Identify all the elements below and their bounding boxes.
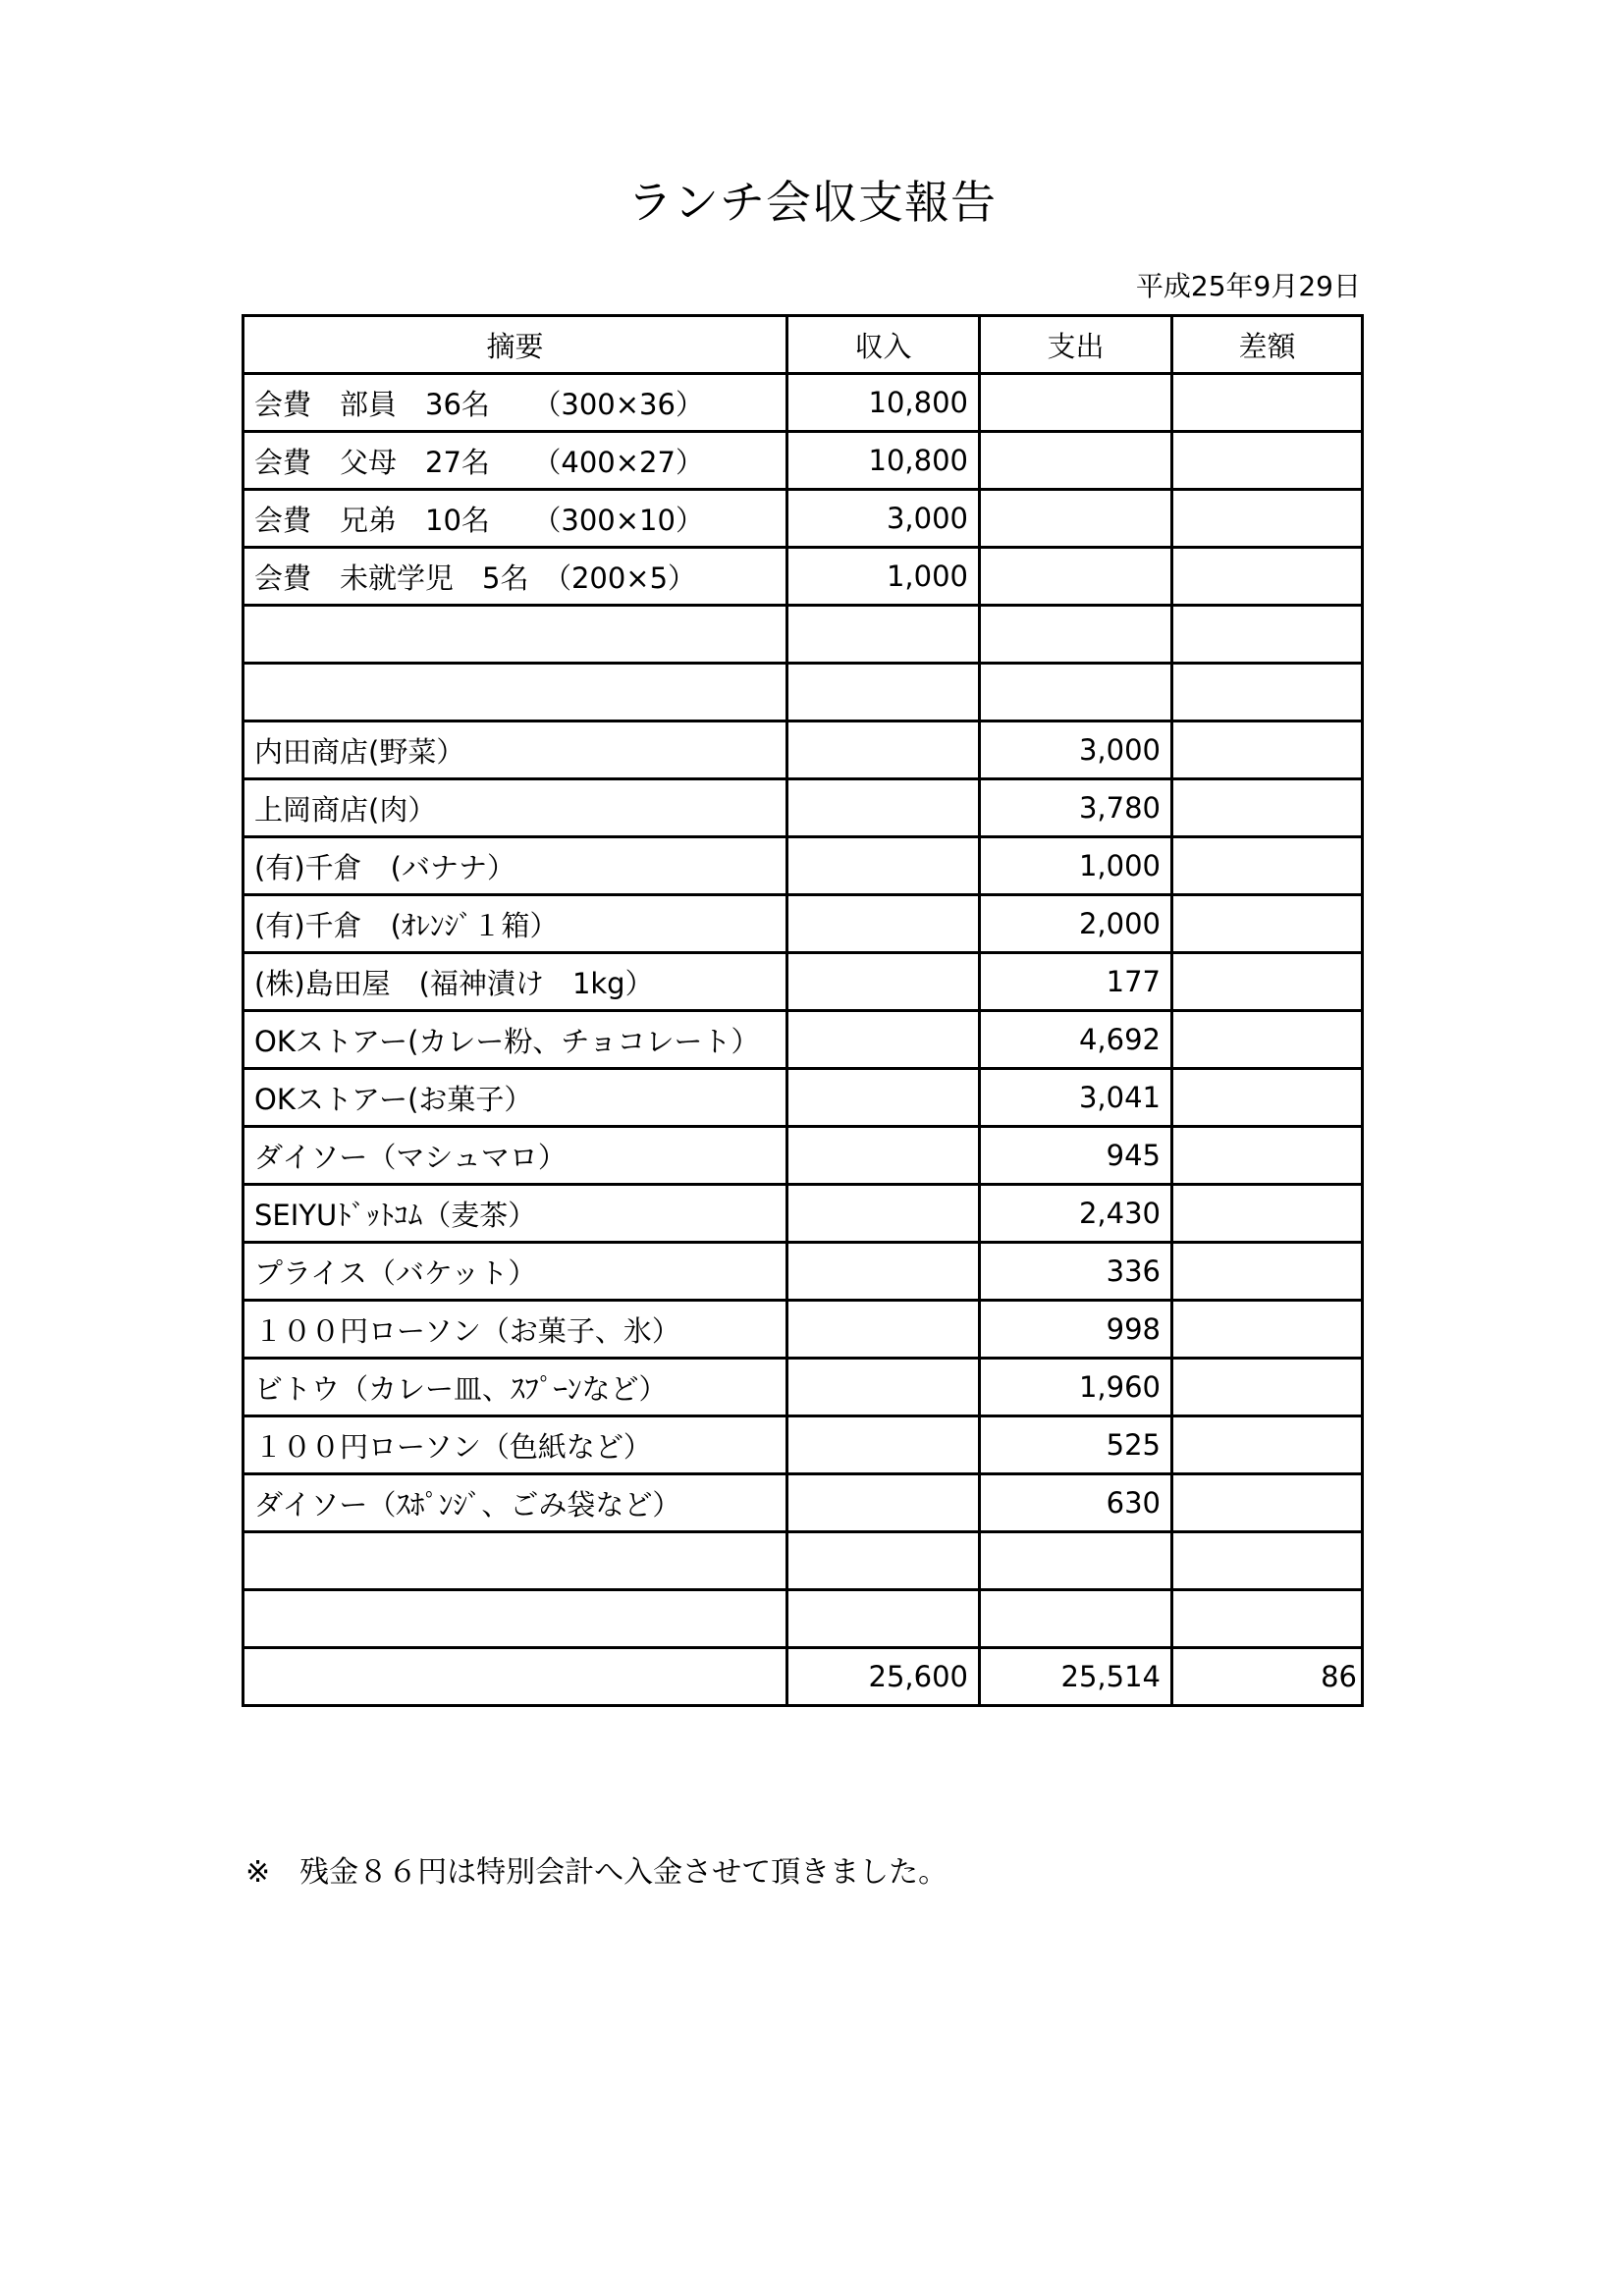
income-expense-table — [242, 314, 1364, 1707]
description-cell — [244, 1532, 787, 1590]
expense-cell: 177 — [980, 953, 1172, 1011]
difference-cell — [1172, 548, 1363, 606]
expense-cell: 1,000 — [980, 837, 1172, 895]
expense-cell: 945 — [980, 1127, 1172, 1185]
description-cell: 会費 兄弟 10名 （300×10） — [244, 490, 787, 548]
difference-cell — [1172, 1301, 1363, 1359]
table-row — [244, 1590, 1363, 1648]
income-cell — [787, 1127, 980, 1185]
difference-cell — [1172, 1590, 1363, 1648]
expense-cell: 2,000 — [980, 895, 1172, 953]
table-row — [244, 1243, 1363, 1301]
description-cell: 会費 未就学児 5名 （200×5） — [244, 548, 787, 606]
expense-cell: 25,514 — [980, 1648, 1172, 1706]
income-cell — [787, 1590, 980, 1648]
table-row — [244, 1301, 1363, 1359]
income-cell — [787, 721, 980, 779]
income-cell — [787, 895, 980, 953]
table-row — [244, 1185, 1363, 1243]
table-row — [244, 837, 1363, 895]
income-cell: 3,000 — [787, 490, 980, 548]
expense-cell: 1,960 — [980, 1359, 1172, 1416]
income-cell: 10,800 — [787, 432, 980, 490]
table-row — [244, 1416, 1363, 1474]
table-row — [244, 895, 1363, 953]
income-cell — [787, 1069, 980, 1127]
expense-cell: 4,692 — [980, 1011, 1172, 1069]
income-cell — [787, 1474, 980, 1532]
expense-cell: 998 — [980, 1301, 1172, 1359]
expense-cell — [980, 606, 1172, 664]
description-cell: 会費 父母 27名 （400×27） — [244, 432, 787, 490]
income-cell — [787, 779, 980, 837]
expense-cell: 2,430 — [980, 1185, 1172, 1243]
table-row — [244, 779, 1363, 837]
description-cell: ダイソー（マシュマロ） — [244, 1127, 787, 1185]
expense-cell: 630 — [980, 1474, 1172, 1532]
description-cell — [244, 1648, 787, 1706]
income-cell — [787, 1185, 980, 1243]
table-row — [244, 1532, 1363, 1590]
description-cell: (有)千倉 (ｵﾚﾝｼﾞ１箱） — [244, 895, 787, 953]
description-cell: SEIYUﾄﾞｯﾄｺﾑ（麦茶） — [244, 1185, 787, 1243]
table-row — [244, 490, 1363, 548]
expense-cell — [980, 432, 1172, 490]
table-row — [244, 606, 1363, 664]
description-cell: (有)千倉 (バナナ） — [244, 837, 787, 895]
difference-cell — [1172, 953, 1363, 1011]
difference-cell — [1172, 606, 1363, 664]
table-row — [244, 548, 1363, 606]
income-cell — [787, 1011, 980, 1069]
income-cell: 25,600 — [787, 1648, 980, 1706]
expense-cell — [980, 548, 1172, 606]
description-cell: 会費 部員 36名 （300×36） — [244, 374, 787, 432]
difference-cell — [1172, 895, 1363, 953]
footnote: ※ 残金８６円は特別会計へ入金させて頂きました。 — [245, 1855, 948, 1890]
income-cell: 10,800 — [787, 374, 980, 432]
table-row — [244, 1359, 1363, 1416]
header-income: 収入 — [787, 316, 980, 374]
income-cell — [787, 664, 980, 721]
difference-cell — [1172, 1069, 1363, 1127]
header-expense: 支出 — [980, 316, 1172, 374]
income-cell — [787, 1416, 980, 1474]
description-cell: プライス（バケット） — [244, 1243, 787, 1301]
difference-cell — [1172, 1532, 1363, 1590]
totals-row — [244, 1648, 1363, 1706]
expense-cell — [980, 1590, 1172, 1648]
description-cell — [244, 606, 787, 664]
difference-cell — [1172, 664, 1363, 721]
table-row — [244, 953, 1363, 1011]
expense-cell: 525 — [980, 1416, 1172, 1474]
table-header-row — [244, 316, 1363, 374]
expense-cell: 3,041 — [980, 1069, 1172, 1127]
description-cell: OKストアー(カレー粉、チョコレート） — [244, 1011, 787, 1069]
difference-cell — [1172, 1243, 1363, 1301]
report-date: 平成25年9月29日 — [1135, 270, 1361, 302]
difference-cell — [1172, 1474, 1363, 1532]
expense-cell — [980, 374, 1172, 432]
table-row — [244, 664, 1363, 721]
difference-cell — [1172, 1127, 1363, 1185]
description-cell: ダイソー（ｽﾎﾟﾝｼﾞ、ごみ袋など） — [244, 1474, 787, 1532]
table-row — [244, 1069, 1363, 1127]
description-cell: １００円ローソン（お菓子、氷） — [244, 1301, 787, 1359]
expense-cell: 336 — [980, 1243, 1172, 1301]
income-cell — [787, 1243, 980, 1301]
difference-cell: 86 — [1172, 1648, 1363, 1706]
difference-cell — [1172, 374, 1363, 432]
description-cell: 内田商店(野菜） — [244, 721, 787, 779]
description-cell — [244, 664, 787, 721]
expense-cell — [980, 664, 1172, 721]
description-cell: ビトウ（カレー皿、ｽﾌﾟｰﾝなど） — [244, 1359, 787, 1416]
expense-cell: 3,000 — [980, 721, 1172, 779]
description-cell: OKストアー(お菓子） — [244, 1069, 787, 1127]
income-cell — [787, 1301, 980, 1359]
difference-cell — [1172, 1359, 1363, 1416]
difference-cell — [1172, 490, 1363, 548]
difference-cell — [1172, 721, 1363, 779]
table-row — [244, 1474, 1363, 1532]
difference-cell — [1172, 837, 1363, 895]
table-row — [244, 721, 1363, 779]
income-cell — [787, 837, 980, 895]
table-row — [244, 1011, 1363, 1069]
income-cell — [787, 606, 980, 664]
table-row — [244, 374, 1363, 432]
page-title: ランチ会収支報告 — [627, 176, 997, 229]
description-cell — [244, 1590, 787, 1648]
expense-cell: 3,780 — [980, 779, 1172, 837]
difference-cell — [1172, 779, 1363, 837]
income-cell — [787, 1532, 980, 1590]
header-difference: 差額 — [1172, 316, 1363, 374]
income-cell: 1,000 — [787, 548, 980, 606]
description-cell: １００円ローソン（色紙など） — [244, 1416, 787, 1474]
table-row — [244, 1127, 1363, 1185]
header-description: 摘要 — [244, 316, 787, 374]
expense-cell — [980, 490, 1172, 548]
difference-cell — [1172, 1185, 1363, 1243]
expense-cell — [980, 1532, 1172, 1590]
income-cell — [787, 953, 980, 1011]
income-cell — [787, 1359, 980, 1416]
description-cell: 上岡商店(肉） — [244, 779, 787, 837]
difference-cell — [1172, 1011, 1363, 1069]
table-body — [244, 374, 1363, 1706]
difference-cell — [1172, 432, 1363, 490]
description-cell: (株)島田屋 (福神漬け 1kg） — [244, 953, 787, 1011]
difference-cell — [1172, 1416, 1363, 1474]
table-row — [244, 432, 1363, 490]
